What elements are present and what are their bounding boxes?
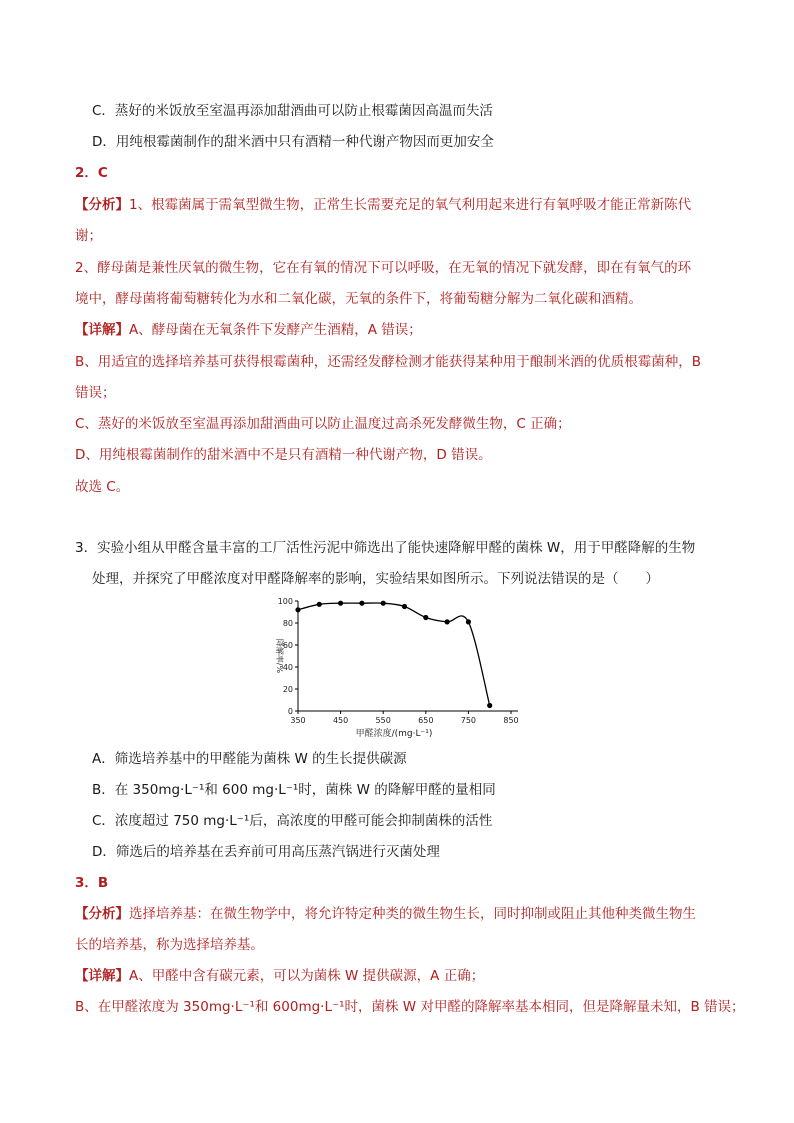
x-axis-label: 甲醛浓度/(mg·L⁻¹) <box>355 729 433 739</box>
data-point <box>359 601 364 606</box>
x-tick-label: 350 <box>290 716 306 725</box>
answer-3-number: 3．B <box>75 875 109 891</box>
answer-3-detail-a <box>75 966 484 986</box>
y-tick-label: 60 <box>282 641 293 650</box>
answer-2-analysis-1-cont: 谢； <box>75 228 102 244</box>
y-tick-label: 100 <box>277 597 293 606</box>
x-axis-ticks <box>290 711 518 725</box>
answer-3-analysis-cont: 长的培养基，称为选择培养基。 <box>75 937 264 953</box>
y-axis-label: 降解率/% <box>275 638 284 674</box>
x-tick-label: 650 <box>418 716 434 725</box>
data-point <box>338 601 343 606</box>
data-point <box>295 607 300 612</box>
question-3-option-a: A．筛选培养基中的甲醛能为菌株 W 的生长提供碳源 <box>92 751 407 767</box>
x-tick-label: 850 <box>503 716 519 725</box>
answer-2-analysis-2-cont: 境中，酵母菌将葡萄糖转化为水和二氧化碳，无氧的条件下，将葡萄糖分解为二氧化碳和酒精。 <box>75 291 642 307</box>
question-2-option-c: C．蒸好的米饭放至室温再添加甜酒曲可以防止根霉菌因高温而失活 <box>92 103 493 119</box>
analysis-tag: 【分析】 <box>75 197 129 213</box>
analysis-text: 1、根霉菌属于需氧型微生物，正常生长需要充足的氧气利用起来进行有氧呼吸才能正常新陈代 <box>129 197 692 213</box>
y-tick-label: 20 <box>282 685 293 694</box>
y-tick-label: 80 <box>282 619 293 628</box>
question-3-option-c: C．浓度超过 750 mg·L⁻¹后，高浓度的甲醛可能会抑制菌株的活性 <box>92 813 493 829</box>
data-point <box>466 619 471 624</box>
answer-2-detail-d: D、用纯根霉菌制作的甜米酒中不是只有酒精一种代谢产物，D 错误。 <box>75 447 492 463</box>
answer-2-analysis-2: 2、酵母菌是兼性厌氧的微生物，它在有氧的情况下可以呼吸，在无氧的情况下就发酵，即在有氧气的环 <box>75 260 692 276</box>
answer-2-detail-b-cont: 错误； <box>75 385 116 401</box>
detail-text: A、甲醛中含有碳元素，可以为菌株 W 提供碳源，A 正确； <box>129 968 485 984</box>
answer-2-detail-c: C、蒸好的米饭放至室温再添加甜酒曲可以防止温度过高杀死发酵微生物，C 正确； <box>75 416 571 432</box>
degradation-chart <box>268 588 528 740</box>
data-point <box>381 601 386 606</box>
detail-text: A、酵母菌在无氧条件下发酵产生酒精，A 错误； <box>129 322 422 338</box>
y-tick-label: 0 <box>287 707 293 716</box>
question-3-option-b: B．在 350mg·L⁻¹和 600 mg·L⁻¹时，菌株 W 的降解甲醛的量相同 <box>92 782 496 798</box>
detail-tag: 【详解】 <box>75 322 129 338</box>
data-point <box>317 602 322 607</box>
question-3-stem-cont: 处理，并探究了甲醛浓度对甲醛降解率的影响，实验结果如图所示。下列说法错误的是（ ） <box>92 571 659 587</box>
answer-3-analysis <box>75 904 696 924</box>
analysis-tag: 【分析】 <box>75 906 129 922</box>
series-line <box>298 603 490 706</box>
analysis-text: 选择培养基：在微生物学中，将允许特定种类的微生物生长，同时抑制或阻止其他种类微生物生 <box>129 906 696 922</box>
x-tick-label: 550 <box>375 716 391 725</box>
data-point <box>487 703 492 708</box>
detail-tag: 【详解】 <box>75 968 129 984</box>
question-3-option-d: D．筛选后的培养基在丢弃前可用高压蒸汽锅进行灭菌处理 <box>92 844 440 860</box>
question-3-stem: 3．实验小组从甲醛含量丰富的工厂活性污泥中筛选出了能快速降解甲醛的菌株 W，用于甲醛降解的生物 <box>75 540 696 556</box>
data-point <box>402 604 407 609</box>
data-point <box>423 615 428 620</box>
question-2-option-d: D．用纯根霉菌制作的甜米酒中只有酒精一种代谢产物因而更加安全 <box>92 134 494 150</box>
data-points <box>295 601 492 709</box>
answer-3-detail-b: B、在甲醛浓度为 350mg·L⁻¹和 600mg·L⁻¹时，菌株 W 对甲醛的降解率基本相同，但是降解量未知，B 错误； <box>75 999 745 1015</box>
answer-2-choice: 故选 C。 <box>75 479 130 495</box>
data-point <box>445 619 450 624</box>
answer-2-detail-a <box>75 320 422 340</box>
answer-2-detail-b: B、用适宜的选择培养基可获得根霉菌种，还需经发酵检测才能获得某种用于酿制米酒的优质根霉菌种，B <box>75 354 702 370</box>
y-tick-label: 40 <box>282 663 293 672</box>
answer-2-number: 2．C <box>75 165 108 181</box>
x-tick-label: 750 <box>460 716 477 725</box>
x-tick-label: 450 <box>332 716 349 725</box>
answer-2-analysis-1 <box>75 195 691 215</box>
